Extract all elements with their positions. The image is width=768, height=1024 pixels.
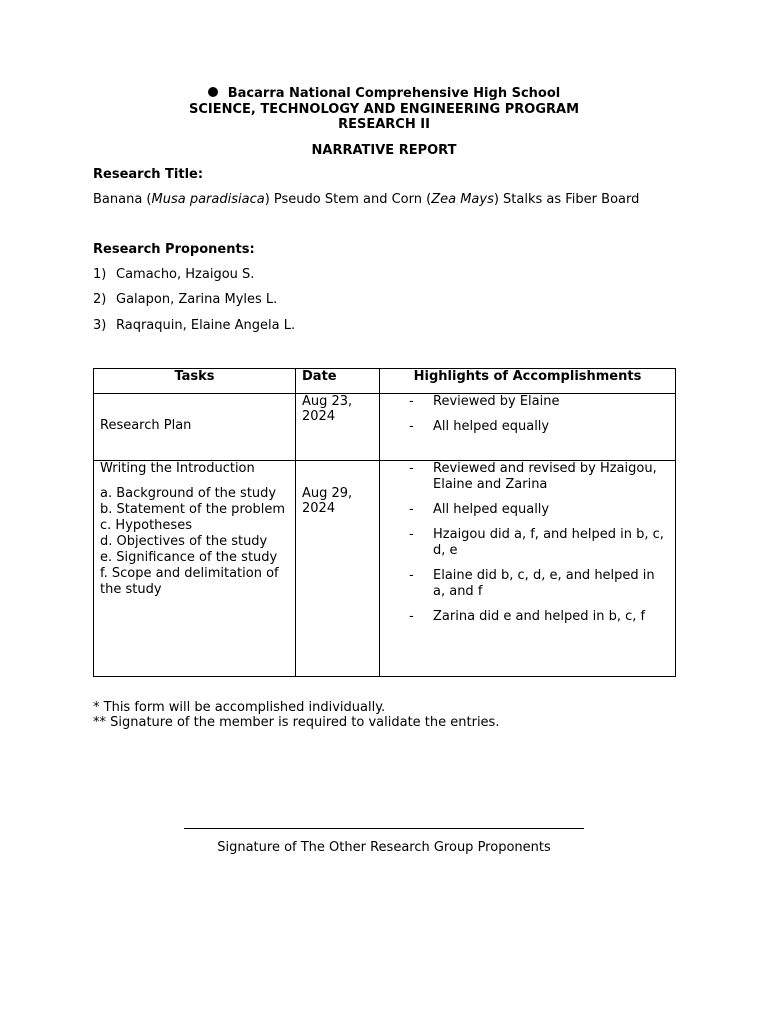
- course-name: RESEARCH II: [338, 117, 430, 132]
- highlights-list: [386, 394, 669, 435]
- task-cell: [94, 394, 296, 461]
- note-individual: * This form will be accomplished individually.: [93, 700, 386, 715]
- date-cell: [296, 461, 380, 677]
- signature-line: [184, 828, 584, 829]
- highlights-cell: [380, 394, 676, 461]
- school-name: Bacarra National Comprehensive High School: [0, 86, 768, 101]
- highlight-item: - Reviewed by Elaine: [409, 394, 560, 409]
- proponent-item: 2) Galapon, Zarina Myles L.: [93, 292, 278, 307]
- research-title-label: Research Title:: [93, 167, 204, 182]
- subtask-item: f. Scope and delimitation of the study: [100, 566, 279, 597]
- task-date: Aug 23, 2024: [302, 394, 353, 424]
- task-cell: [94, 461, 296, 677]
- highlights-cell: [380, 461, 676, 677]
- highlight-item: - Zarina did e and helped in b, c, f: [409, 609, 646, 624]
- accomplishments-table: [93, 368, 676, 677]
- report-type: NARRATIVE REPORT: [311, 143, 457, 158]
- subtask-item: a. Background of the study: [100, 486, 277, 501]
- research-title-text: Banana (Musa paradisiaca) Pseudo Stem and Corn (Zea Mays) Stalks as Fiber Board: [93, 192, 640, 207]
- highlights-list: [386, 461, 669, 625]
- highlight-item: - Hzaigou did a, f, and helped in b, c, d, e: [409, 527, 664, 558]
- note-signature-required: ** Signature of the member is required to validate the entries.: [93, 715, 500, 730]
- highlight-item: - Elaine did b, c, d, e, and helped in a, and f: [409, 568, 655, 599]
- subtask-item: b. Statement of the problem: [100, 502, 285, 517]
- task-name: Writing the Introduction: [100, 461, 255, 476]
- proponent-item: 1) Camacho, Hzaigou S.: [93, 267, 255, 282]
- highlight-item: - All helped equally: [409, 502, 550, 517]
- highlight-item: - All helped equally: [409, 419, 550, 434]
- signature-label: Signature of The Other Research Group Proponents: [217, 840, 551, 855]
- proponents-label: Research Proponents:: [93, 242, 255, 257]
- task-name: Research Plan: [100, 418, 192, 433]
- proponent-item: 3) Raqraquin, Elaine Angela L.: [93, 318, 296, 333]
- column-header-date: Date: [296, 369, 380, 394]
- scientific-name: Zea Mays: [431, 192, 494, 207]
- scientific-name: Musa paradisiaca: [151, 192, 265, 207]
- date-cell: [296, 394, 380, 461]
- subtask-list: [100, 486, 289, 598]
- subtask-item: d. Objectives of the study: [100, 534, 268, 549]
- task-date: Aug 29, 2024: [302, 486, 353, 516]
- program-name: SCIENCE, TECHNOLOGY AND ENGINEERING PROGRAM: [188, 102, 580, 117]
- highlight-item: - Reviewed and revised by Hzaigou, Elaine and Zarina: [409, 461, 657, 492]
- table-row: [94, 394, 676, 461]
- column-header-tasks: Tasks: [94, 369, 296, 394]
- table-row: [94, 461, 676, 677]
- subtask-item: c. Hypotheses: [100, 518, 192, 533]
- column-header-highlights: Highlights of Accomplishments: [380, 369, 676, 394]
- bullet-icon: [208, 87, 218, 97]
- subtask-item: e. Significance of the study: [100, 550, 278, 565]
